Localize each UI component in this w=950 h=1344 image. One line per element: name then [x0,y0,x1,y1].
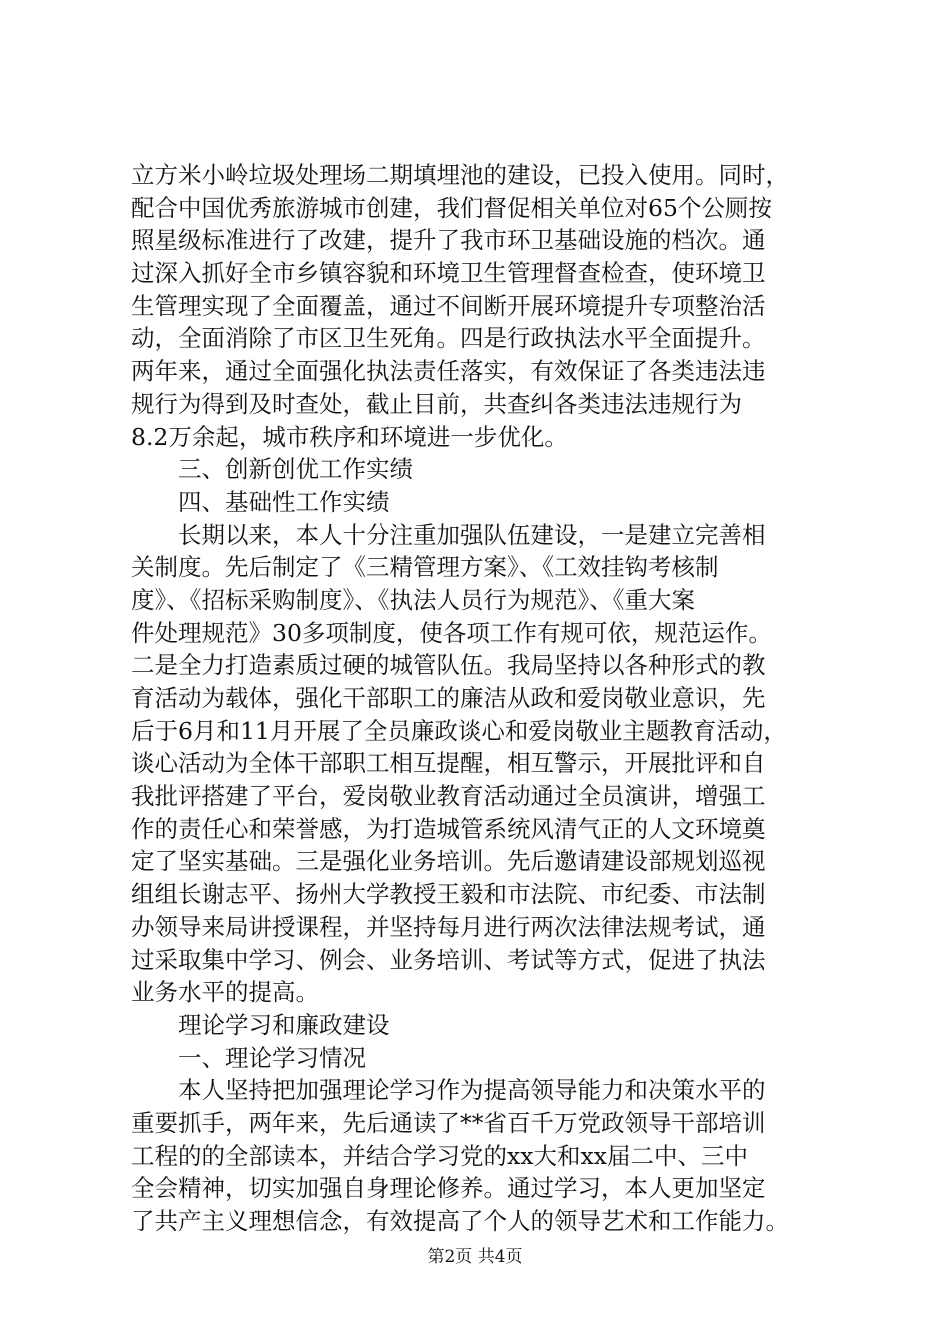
text-line: 件处理规范》30多项制度，使各项工作有规可依，规范运作。 [131,618,772,647]
text-line: 关制度。先后制定了《三精管理方案》、《工效挂钩考核制 [131,553,719,582]
text-line: 组组长谢志平、扬州大学教授王毅和市法院、市纪委、市法制 [131,880,766,909]
text-line: 过深入抓好全市乡镇容貌和环境卫生管理督查检查，使环境卫 [131,259,766,288]
text-line: 后于6月和11月开展了全员廉政谈心和爱岗敬业主题教育活动， [131,716,787,745]
text-line: 业务水平的提高。 [131,978,319,1007]
text-line: 作的责任心和荣誉感，为打造城管系统风清气正的人文环境奠 [131,814,766,843]
document-body [131,159,831,1238]
text-line: 工程的的全部读本，并结合学习党的xx大和xx届二中、三中 [131,1141,749,1170]
section-heading: 四、基础性工作实绩 [131,487,390,516]
text-line: 配合中国优秀旅游城市创建，我们督促相关单位对65个公厕按 [131,193,772,222]
text-line: 长期以来，本人十分注重加强队伍建设，一是建立完善相 [131,520,766,549]
text-line: 两年来，通过全面强化执法责任落实，有效保证了各类违法违 [131,357,766,386]
text-line: 规行为得到及时查处，截止目前，共查纠各类违法违规行为 [131,389,742,418]
text-line: 过采取集中学习、例会、业务培训、考试等方式，促进了执法 [131,945,766,974]
text-line: 二是全力打造素质过硬的城管队伍。我局坚持以各种形式的教 [131,651,766,680]
section-heading: 理论学习和廉政建设 [131,1010,390,1039]
page-number-footer: 第2页 共4页 [427,1247,523,1267]
text-line: 定了坚实基础。三是强化业务培训。先后邀请建设部规划巡视 [131,847,766,876]
text-line: 生管理实现了全面覆盖，通过不间断开展环境提升专项整治活 [131,291,766,320]
text-line: 重要抓手，两年来，先后通读了**省百千万党政领导干部培训 [131,1108,766,1137]
text-line: 度》、《招标采购制度》、《执法人员行为规范》、《重大案 [131,585,695,614]
section-heading: 一、理论学习情况 [131,1043,366,1072]
text-line: 了共产主义理想信念，有效提高了个人的领导艺术和工作能力。 [131,1207,789,1235]
text-line: 我批评搭建了平台，爱岗敬业教育活动通过全员演讲，增强工 [131,782,766,811]
section-heading: 三、创新创优工作实绩 [131,455,413,484]
text-line: 办领导来局讲授课程，并坚持每月进行两次法律法规考试，通 [131,912,766,941]
text-line: 谈心活动为全体干部职工相互提醒，相互警示，开展批评和自 [131,749,766,778]
text-line: 照星级标准进行了改建，提升了我市环卫基础设施的档次。通 [131,226,766,255]
text-line: 全会精神，切实加强自身理论修养。通过学习，本人更加坚定 [131,1174,766,1203]
text-line: 8.2万余起，城市秩序和环境进一步优化。 [131,422,568,451]
text-line: 动，全面消除了市区卫生死角。四是行政执法水平全面提升。 [131,324,766,353]
text-line: 育活动为载体，强化干部职工的廉洁从政和爱岗敬业意识，先 [131,684,766,712]
text-line: 本人坚持把加强理论学习作为提高领导能力和决策水平的 [131,1076,766,1105]
text-line: 立方米小岭垃圾处理场二期填埋池的建设，已投入使用。同时， [131,161,789,189]
